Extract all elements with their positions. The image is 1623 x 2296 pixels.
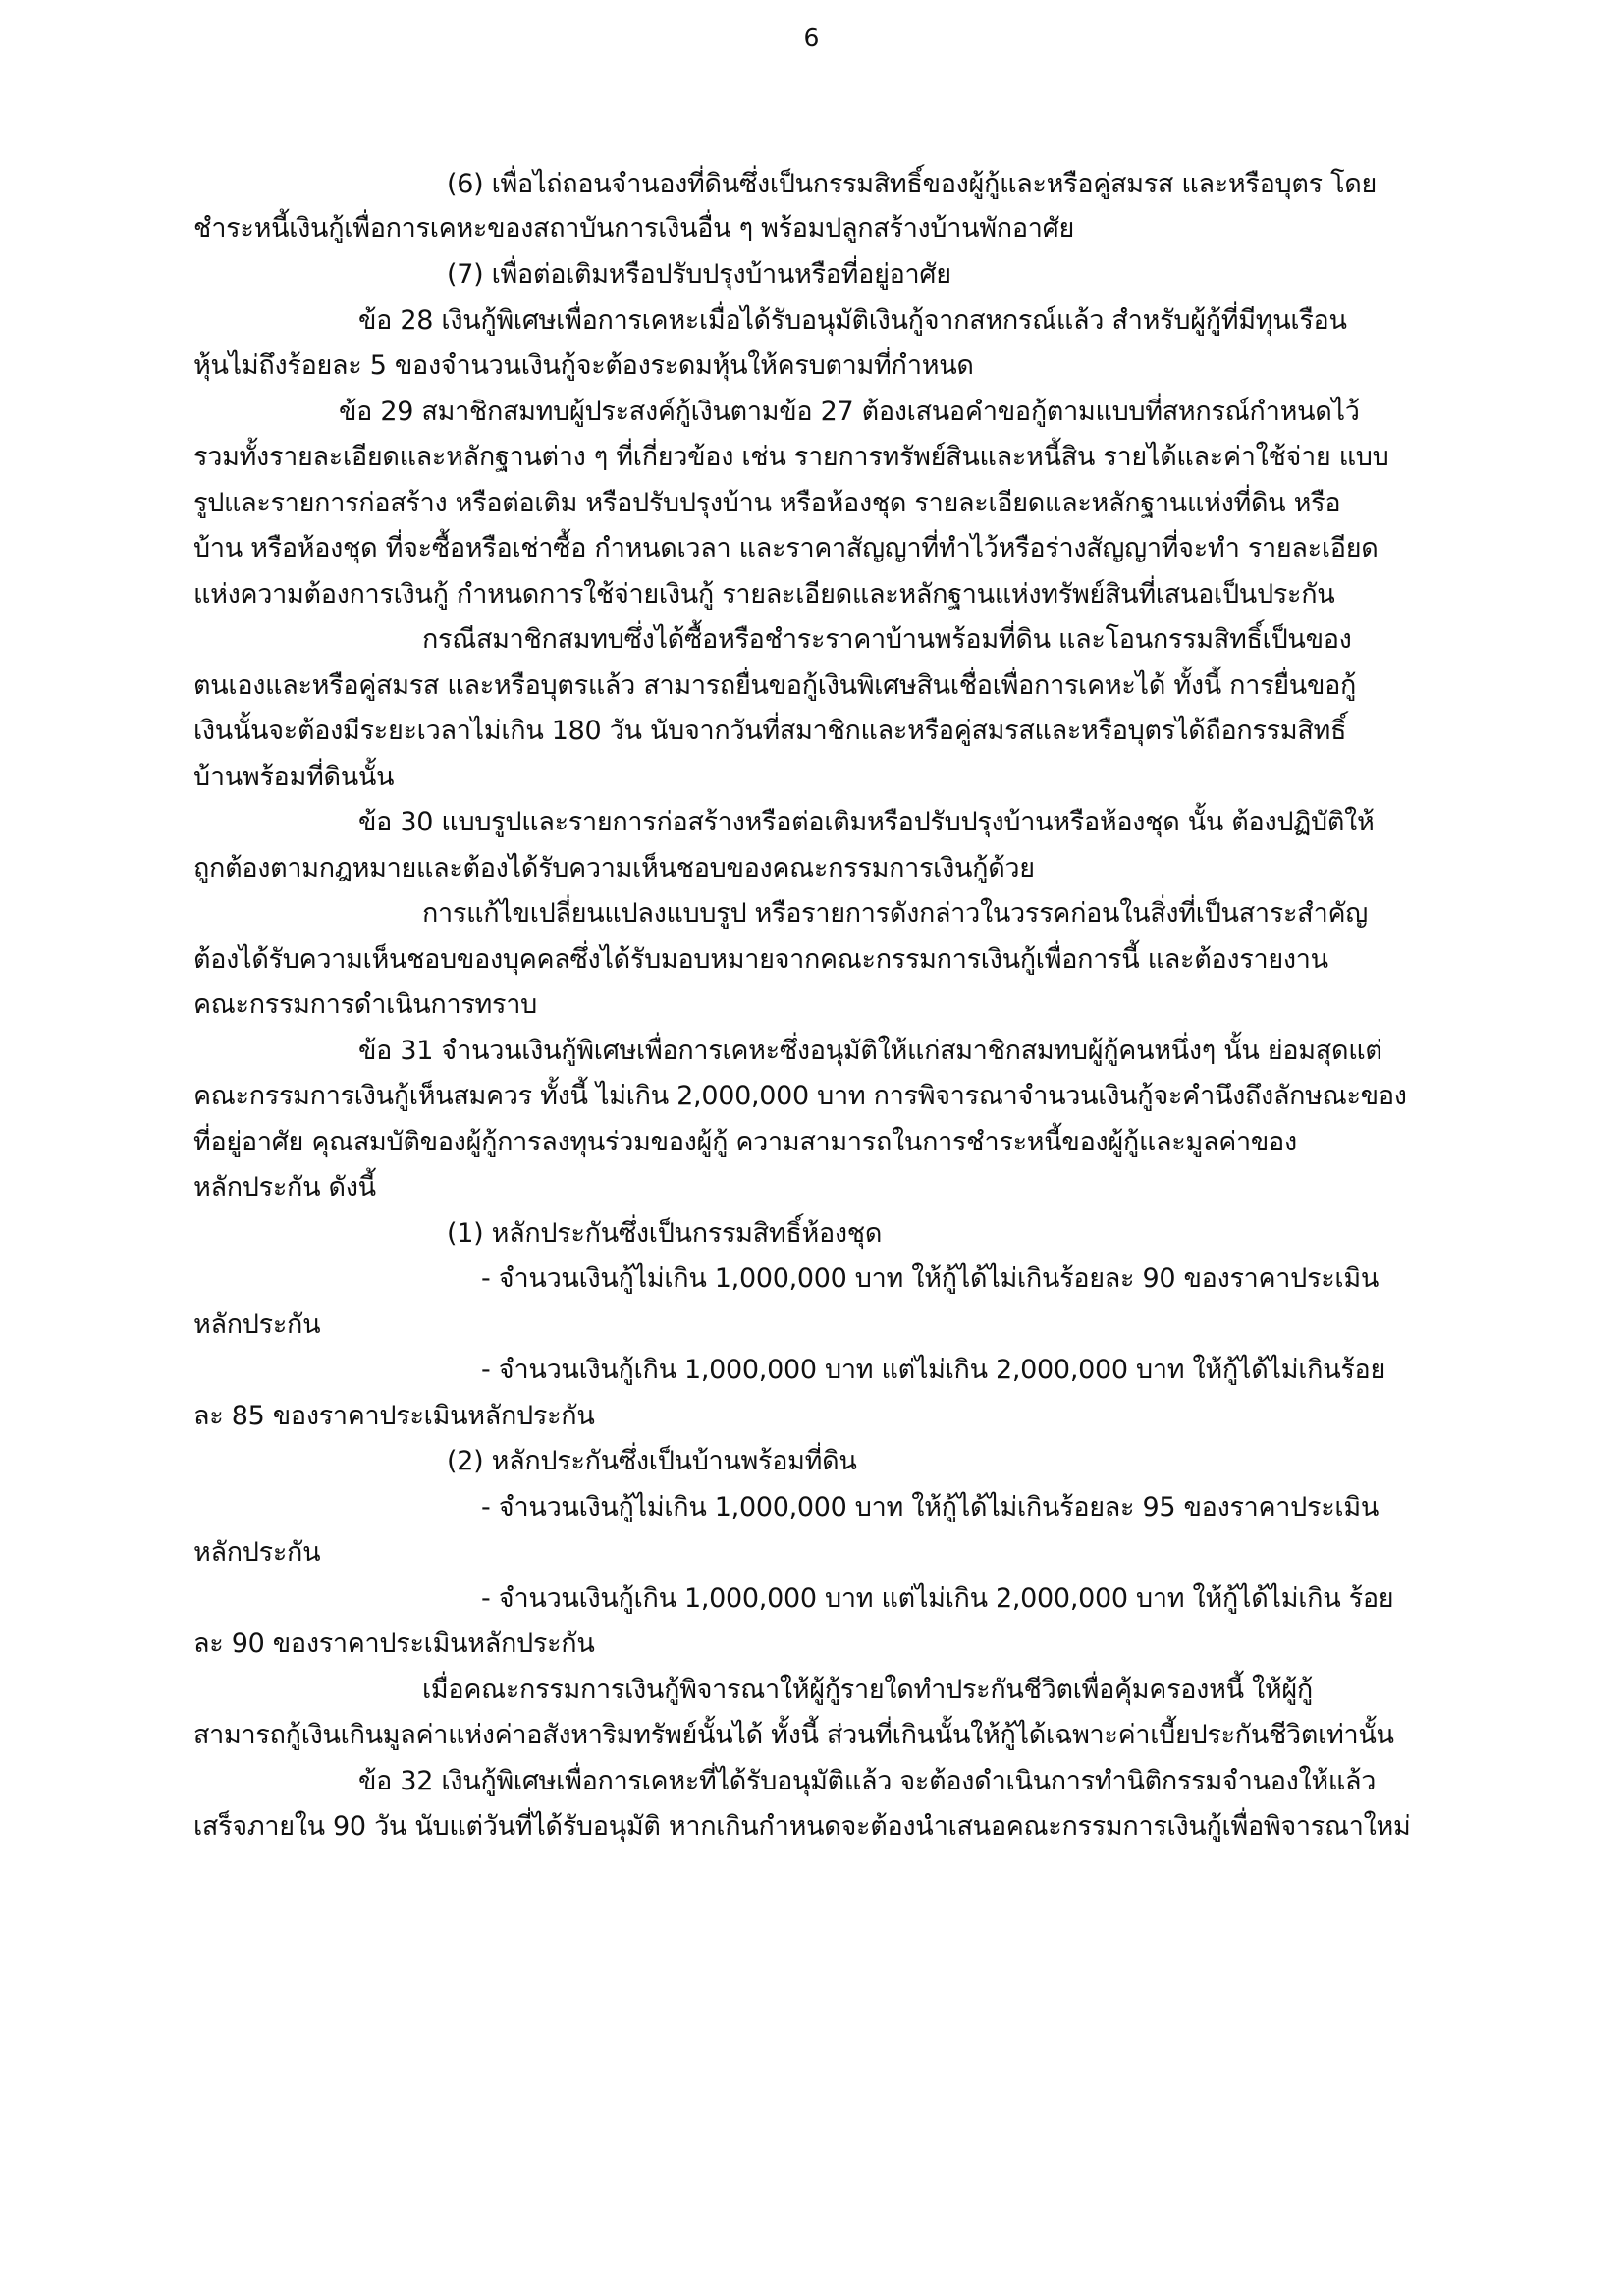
text-line: ชำระหนี้เงินกู้เพื่อการเคหะของสถาบันการเงินอื่น ๆ พร้อมปลูกสร้างบ้านพักอาศัย — [193, 213, 1074, 243]
text-line: บ้านพร้อมที่ดินนั้น — [193, 762, 395, 792]
text-line: ข้อ 31 จำนวนเงินกู้พิเศษเพื่อการเคหะซึ่งอนุมัติให้แก่สมาชิกสมทบผู้กู้คนหนึ่งๆ นั้น ย่อมสุดแต่ — [358, 1036, 1382, 1066]
text-line: เสร็จภายใน 90 วัน นับแต่วันที่ได้รับอนุมัติ หากเกินกำหนดจะต้องนำเสนอคณะกรรมการเงินกู้เพื่อพิจารณาใหม่ — [193, 1811, 1411, 1842]
text-line: ข้อ 30 แบบรูปและรายการก่อสร้างหรือต่อเติมหรือปรับปรุงบ้านหรือห้องชุด นั้น ต้องปฏิบัติให้ — [358, 807, 1375, 837]
text-line: ที่อยู่อาศัย คุณสมบัติของผู้กู้การลงทุนร่วมของผู้กู้ ความสามารถในการชำระหนี้ของผู้กู้และมูลค่าของ — [193, 1127, 1297, 1157]
text-line: คณะกรรมการดำเนินการทราบ — [193, 989, 537, 1020]
text-line: ละ 85 ของราคาประเมินหลักประกัน — [193, 1401, 595, 1431]
text-line: หุ้นไม่ถึงร้อยละ 5 ของจำนวนเงินกู้จะต้องระดมหุ้นให้ครบตามที่กำหนด — [193, 350, 974, 381]
text-line: รูปและรายการก่อสร้าง หรือต่อเติม หรือปรับปรุงบ้าน หรือห้องชุด รายละเอียดและหลักฐานแห่งที่ดิน หรือ — [193, 488, 1341, 518]
text-line: หลักประกัน — [193, 1537, 321, 1568]
text-line: รวมทั้งรายละเอียดและหลักฐานต่าง ๆ ที่เกี่ยวข้อง เช่น รายการทรัพย์สินและหนี้สิน รายได้และค่าใช้จ่าย แบบ — [193, 442, 1389, 472]
text-line: บ้าน หรือห้องชุด ที่จะซื้อหรือเช่าซื้อ กำหนดเวลา และราคาสัญญาที่ทำไว้หรือร่างสัญญาที่จะทำ รายละเอียด — [193, 533, 1379, 563]
text-line: (1) หลักประกันซึ่งเป็นกรรมสิทธิ์ห้องชุด — [447, 1218, 883, 1249]
text-line: (6) เพื่อไถ่ถอนจำนองที่ดินซึ่งเป็นกรรมสิทธิ์ของผู้กู้และหรือคู่สมรส และหรือบุตร โดย — [447, 169, 1378, 199]
page-number: 6 — [803, 24, 820, 52]
text-line: หลักประกัน — [193, 1309, 321, 1340]
text-line: หลักประกัน ดังนี้ — [193, 1172, 376, 1202]
text-line: ถูกต้องตามกฎหมายและต้องได้รับความเห็นชอบของคณะกรรมการเงินกู้ด้วย — [193, 853, 1035, 883]
text-line: ข้อ 29 สมาชิกสมทบผู้ประสงค์กู้เงินตามข้อ 27 ต้องเสนอคำขอกู้ตามแบบที่สหกรณ์กำหนดไว้ — [339, 397, 1360, 427]
text-line: แห่งความต้องการเงินกู้ กำหนดการใช้จ่ายเงินกู้ รายละเอียดและหลักฐานแห่งทรัพย์สินที่เสนอเป็นประกัน — [193, 579, 1335, 610]
text-line: สามารถกู้เงินเกินมูลค่าแห่งค่าอสังหาริมทรัพย์นั้นได้ ทั้งนี้ ส่วนที่เกินนั้นให้กู้ได้เฉพาะค่าเบี้ยประกันชีวิตเท่านั้น — [193, 1720, 1394, 1750]
text-line: - จำนวนเงินกู้ไม่เกิน 1,000,000 บาท ให้กู้ได้ไม่เกินร้อยละ 90 ของราคาประเมิน — [481, 1263, 1379, 1294]
text-line: ข้อ 28 เงินกู้พิเศษเพื่อการเคหะเมื่อได้รับอนุมัติเงินกู้จากสหกรณ์แล้ว สำหรับผู้กู้ที่มีทุนเรือน — [358, 305, 1347, 336]
text-line: คณะกรรมการเงินกู้เห็นสมควร ทั้งนี้ ไม่เกิน 2,000,000 บาท การพิจารณาจำนวนเงินกู้จะคำนึงถึงลักษณะของ — [193, 1081, 1407, 1111]
text-line: ละ 90 ของราคาประเมินหลักประกัน — [193, 1629, 595, 1659]
text-line: เงินนั้นจะต้องมีระยะเวลาไม่เกิน 180 วัน นับจากวันที่สมาชิกและหรือคู่สมรสและหรือบุตรได้ถือกรรมสิทธิ์ — [193, 716, 1347, 746]
text-line: - จำนวนเงินกู้เกิน 1,000,000 บาท แต่ไม่เกิน 2,000,000 บาท ให้กู้ได้ไม่เกิน ร้อย — [481, 1583, 1394, 1614]
text-line: กรณีสมาชิกสมทบซึ่งได้ซื้อหรือชำระราคาบ้านพร้อมที่ดิน และโอนกรรมสิทธิ์เป็นของ — [422, 624, 1352, 655]
text-line: การแก้ไขเปลี่ยนแปลงแบบรูป หรือรายการดังกล่าวในวรรคก่อนในสิ่งที่เป็นสาระสำคัญ — [422, 898, 1368, 929]
text-line: (7) เพื่อต่อเติมหรือปรับปรุงบ้านหรือที่อยู่อาศัย — [447, 259, 951, 290]
text-line: ตนเองและหรือคู่สมรส และหรือบุตรแล้ว สามารถยื่นขอกู้เงินพิเศษสินเชื่อเพื่อการเคหะได้ ทั้งนี้ การยื่นขอกู้ — [193, 670, 1357, 701]
text-line: (2) หลักประกันซึ่งเป็นบ้านพร้อมที่ดิน — [447, 1446, 857, 1476]
text-line: ต้องได้รับความเห็นชอบของบุคคลซึ่งได้รับมอบหมายจากคณะกรรมการเงินกู้เพื่อการนี้ และต้องรายงาน — [193, 944, 1328, 975]
text-line: - จำนวนเงินกู้ไม่เกิน 1,000,000 บาท ให้กู้ได้ไม่เกินร้อยละ 95 ของราคาประเมิน — [481, 1492, 1379, 1522]
text-line: - จำนวนเงินกู้เกิน 1,000,000 บาท แต่ไม่เกิน 2,000,000 บาท ให้กู้ได้ไม่เกินร้อย — [481, 1355, 1385, 1385]
text-line: เมื่อคณะกรรมการเงินกู้พิจารณาให้ผู้กู้รายใดทำประกันชีวิตเพื่อคุ้มครองหนี้ ให้ผู้กู้ — [422, 1675, 1313, 1705]
text-line: ข้อ 32 เงินกู้พิเศษเพื่อการเคหะที่ได้รับอนุมัติแล้ว จะต้องดำเนินการทำนิติกรรมจำนองให้แล้ว — [358, 1766, 1377, 1796]
